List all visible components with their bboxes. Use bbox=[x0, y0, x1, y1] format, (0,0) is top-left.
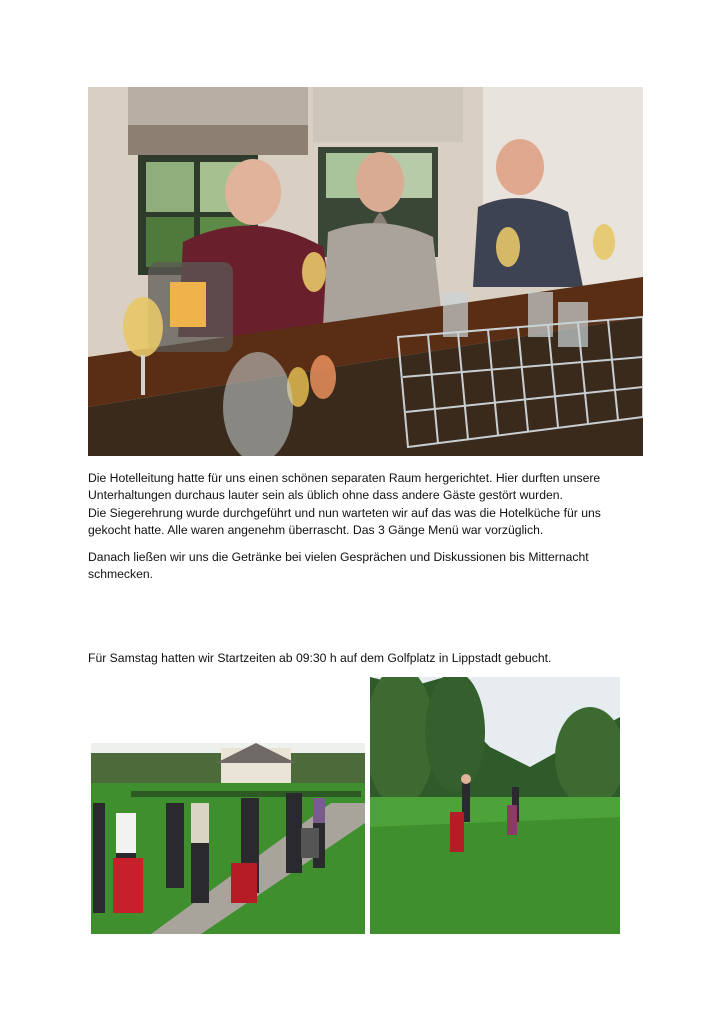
golf-group-photo bbox=[91, 743, 365, 934]
saturday-line: Für Samstag hatten wir Startzeiten ab 09:30 h auf dem Golfplatz in Lippstadt gebucht. bbox=[88, 651, 552, 665]
hotel-line-2: Unterhaltungen durchaus lauter sein als üblich ohne dass andere Gäste gestört wurden. bbox=[88, 488, 563, 503]
hotel-line-4: gekocht hatte. Alle waren angenehm überrascht. Das 3 Gänge Menü war vorzüglich. bbox=[88, 523, 544, 538]
drinks-line-1: Danach ließen wir uns die Getränke bei vielen Gesprächen und Diskussionen bis Mitternacht bbox=[88, 550, 589, 564]
saturday-paragraph bbox=[88, 650, 648, 667]
hotel-line-3: Die Siegerehrung wurde durchgeführt und nun warteten wir auf das was die Hotelküche für uns bbox=[88, 505, 601, 520]
hotel-paragraph bbox=[88, 470, 648, 540]
drinks-line-2: schmecken. bbox=[88, 567, 154, 582]
drinks-paragraph bbox=[88, 549, 648, 584]
hotel-line-1: Die Hotelleitung hatte für uns einen schönen separaten Raum hergerichtet. Hier durften unsere bbox=[88, 471, 601, 485]
golf-fairway-photo bbox=[370, 677, 620, 934]
bar-photo bbox=[88, 87, 643, 456]
